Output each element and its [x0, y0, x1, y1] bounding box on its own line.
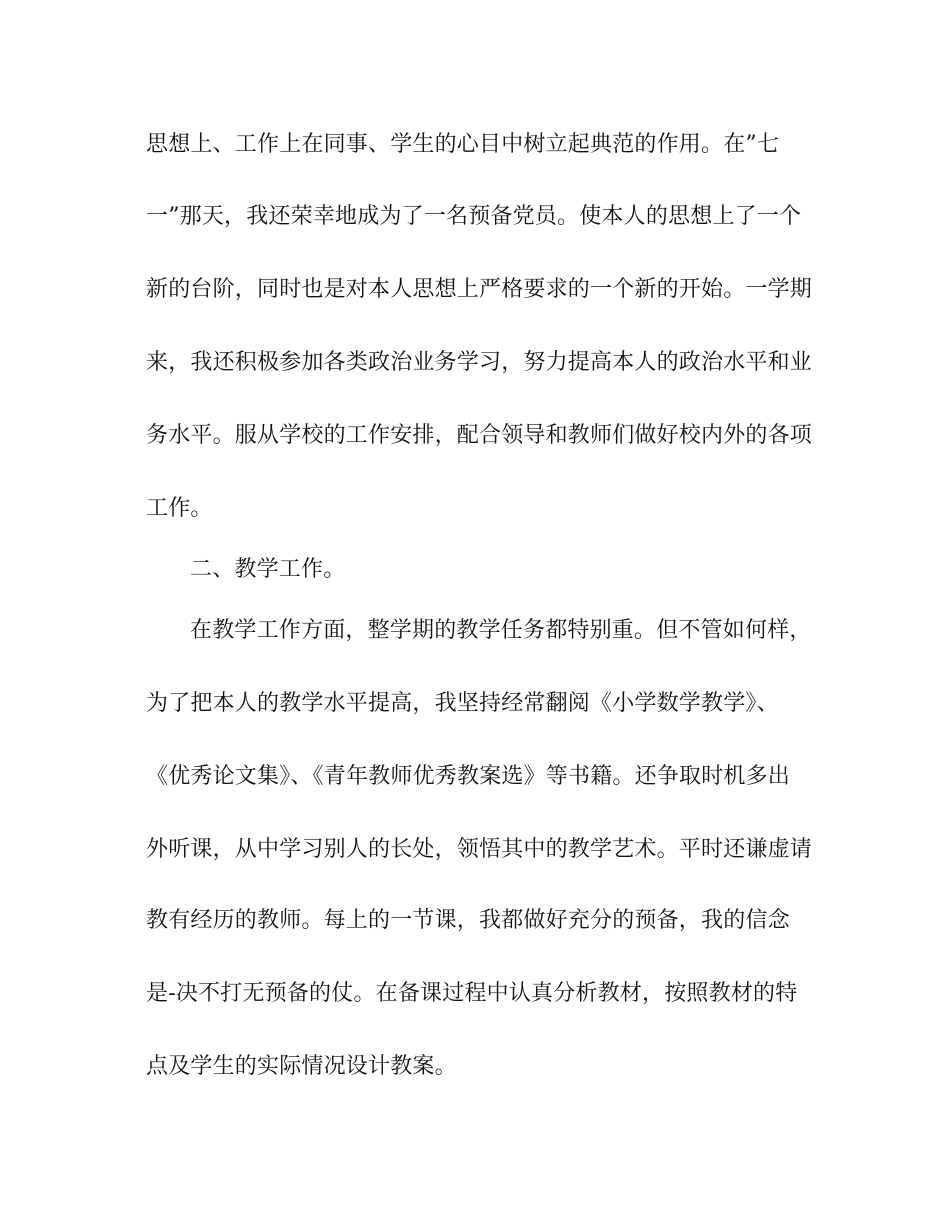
paragraph-line: 在教学工作方面，整学期的教学任务都特别重。但不管如何样，: [190, 618, 812, 643]
paragraph-line: 为了把本人的教学水平提高，我坚持经常翻阅《小学数学教学》、: [146, 691, 779, 716]
paragraph-line: 工作。: [146, 496, 213, 521]
paragraph-line: 点及学生的实际情况设计教案。: [146, 1054, 457, 1079]
paragraph-line: 是-决不打无预备的仗。在备课过程中认真分析教材，按照教材的特: [146, 981, 798, 1006]
paragraph-line: 教有经历的教师。每上的一节课，我都做好充分的预备，我的信念: [146, 908, 790, 933]
paragraph-line: 外听课，从中学习别人的长处，领悟其中的教学艺术。平时还谦虚请: [146, 837, 813, 862]
section-heading: 二、教学工作。: [190, 557, 346, 582]
paragraph-line: 务水平。服从学校的工作安排，配合领导和教师们做好校内外的各项: [146, 423, 813, 448]
paragraph-line: 新的台阶，同时也是对本人思想上严格要求的一个新的开始。一学期: [146, 277, 813, 302]
paragraph-line: 思想上、工作上在同事、学生的心目中树立起典范的作用。在”七: [146, 132, 780, 157]
paragraph-line: 来，我还积极参加各类政治业务学习，努力提高本人的政治水平和业: [146, 350, 813, 375]
paragraph-line: 一”那天，我还荣幸地成为了一名预备党员。使本人的思想上了一个: [146, 204, 802, 229]
paragraph-line: 《优秀论文集》、《青年教师优秀教案选》等书籍。还争取时机多出: [146, 764, 791, 789]
